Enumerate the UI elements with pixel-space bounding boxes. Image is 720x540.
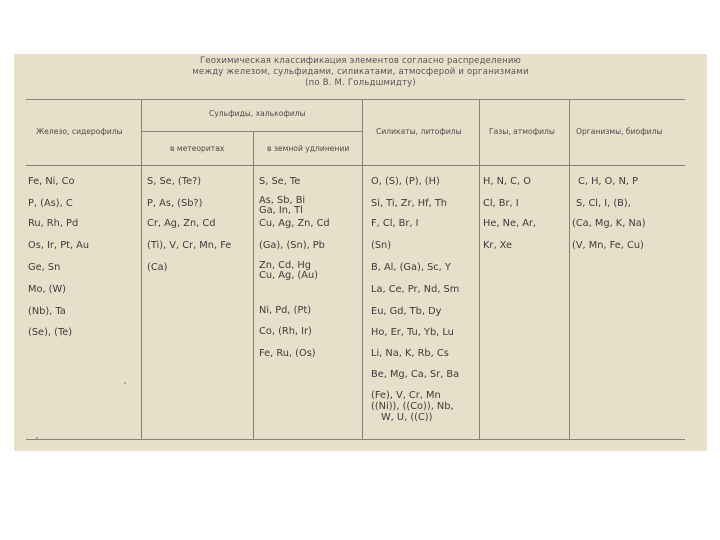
silicate-cell: Be, Mg, Ca, Sr, Ba	[371, 369, 460, 380]
divider-5	[569, 99, 570, 439]
crust-cell: Ga, In, Tl	[259, 205, 303, 216]
scanned-table-page	[14, 54, 707, 451]
silicate-cell: Li, Na, K, Rb, Cs	[371, 348, 449, 359]
scan-speck	[36, 437, 38, 439]
silicate-cell: B, Al, (Ga), Sc, Y	[371, 262, 451, 273]
crust-cell: (Ga), (Sn), Pb	[259, 240, 325, 251]
header-meteorites: в метеоритах	[170, 144, 225, 153]
divider-3	[362, 99, 363, 439]
meteorite-cell: (Ca)	[147, 262, 168, 273]
crust-cell: S, Se, Te	[259, 176, 301, 187]
iron-cell: (Nb), Ta	[28, 306, 66, 317]
organism-cell: S, Cl, I, (B),	[576, 198, 631, 209]
gas-cell: H, N, C, O	[483, 176, 531, 187]
silicate-cell: ((Ni)), ((Co)), Nb,	[371, 401, 454, 412]
silicate-cell: La, Ce, Pr, Nd, Sm	[371, 284, 460, 295]
table-title-line-1: Геохимическая классификация элементов согласно распределению	[199, 56, 522, 66]
table-title-line-2: между железом, сульфидами, силикатами, атмосферой и организмами	[192, 67, 529, 77]
header-crust: в земной удлинении	[267, 144, 350, 153]
crust-cell: Zn, Cd, Hg	[259, 260, 312, 271]
header-iron: Железо, сидерофилы	[36, 127, 123, 136]
crust-cell: Co, (Rh, Ir)	[259, 326, 312, 337]
iron-cell: Fe, Ni, Co	[28, 176, 75, 187]
iron-cell: Ru, Rh, Pd	[28, 218, 79, 229]
iron-cell: Ge, Sn	[28, 262, 61, 273]
meteorite-cell: P, As, (Sb?)	[147, 198, 203, 209]
sulfides-sub-rule	[141, 131, 362, 132]
header-sulfides: Сульфиды, халькофилы	[209, 109, 306, 118]
divider-2	[253, 131, 254, 439]
iron-cell: Os, Ir, Pt, Au	[28, 240, 90, 251]
silicate-cell: Ho, Er, Tu, Yb, Lu	[371, 327, 454, 338]
organism-cell: (Ca, Mg, K, Na)	[572, 218, 646, 229]
organism-cell: C, H, O, N, P	[578, 176, 639, 187]
crust-cell: Fe, Ru, (Os)	[259, 348, 316, 359]
crust-cell: As, Sb, Bi	[259, 195, 306, 206]
scan-speck	[124, 382, 126, 384]
crust-cell: Ni, Pd, (Pt)	[259, 305, 312, 316]
iron-cell: (Se), (Te)	[28, 327, 73, 338]
header-silicates: Силикаты, литофилы	[376, 127, 462, 136]
crust-cell: Cu, Ag, Zn, Cd	[259, 218, 330, 229]
meteorite-cell: Cr, Ag, Zn, Cd	[147, 218, 216, 229]
silicate-cell: F, Cl, Br, I	[371, 218, 419, 229]
silicate-cell: Si, Ti, Zr, Hf, Th	[371, 198, 448, 209]
organism-cell: (V, Mn, Fe, Cu)	[572, 240, 644, 251]
divider-4	[479, 99, 480, 439]
table-title-line-3: (по В. М. Гольдшмидту)	[305, 78, 416, 88]
iron-cell: P, (As), C	[28, 198, 73, 209]
header-organisms: Организмы, биофилы	[576, 127, 663, 136]
silicate-cell: W, U, ((C))	[381, 412, 433, 423]
silicate-cell: (Fe), V, Cr, Mn	[371, 390, 441, 401]
silicate-cell: O, (S), (P), (H)	[371, 176, 440, 187]
gas-cell: He, Ne, Ar,	[483, 218, 537, 229]
top-rule	[26, 99, 685, 100]
meteorite-cell: S, Se, (Te?)	[147, 176, 202, 187]
crust-cell: Cu, Ag, (Au)	[259, 270, 318, 281]
header-bottom-rule	[26, 165, 685, 166]
silicate-cell: (Sn)	[371, 240, 392, 251]
iron-cell: Mo, (W)	[28, 284, 67, 295]
gas-cell: Kr, Xe	[483, 240, 512, 251]
bottom-rule	[26, 439, 685, 440]
silicate-cell: Eu, Gd, Tb, Dy	[371, 306, 442, 317]
header-gases: Газы, атмофилы	[489, 127, 555, 136]
gas-cell: Cl, Br, I	[483, 198, 519, 209]
meteorite-cell: (Ti), V, Cr, Mn, Fe	[147, 240, 232, 251]
divider-1	[141, 99, 142, 439]
